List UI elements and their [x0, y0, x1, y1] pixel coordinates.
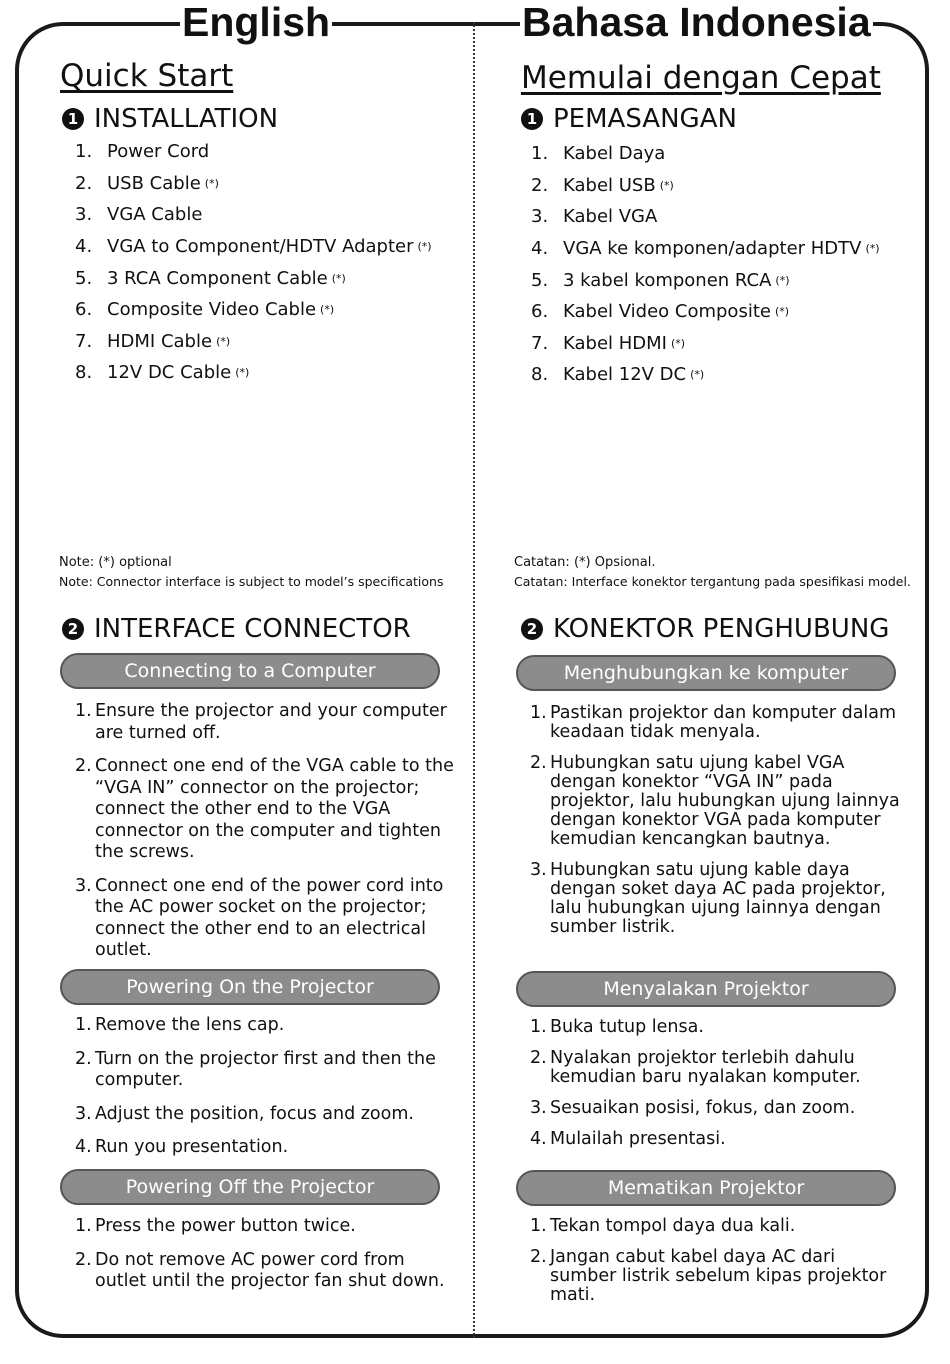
list-item: 6. Composite Video Cable (*)	[75, 299, 335, 321]
connecting-steps	[75, 701, 455, 974]
menyalakan-steps	[530, 1018, 905, 1161]
interface-heading	[62, 614, 411, 644]
english-language-label: English	[180, 0, 332, 48]
list-item: 8. Kabel 12V DC (*)	[531, 364, 705, 386]
section-header-connecting: Connecting to a Computer	[60, 653, 440, 689]
section-header-powering-on: Powering On the Projector	[60, 969, 440, 1005]
list-item: 3. Connect one end of the power cord into the AC power socket on the projector; connect the other end to an electrical outlet.	[75, 875, 444, 960]
list-item: 1. Pastikan projektor dan komputer dalam keadaan tidak menyala.	[530, 703, 897, 742]
konektor-heading	[521, 614, 889, 644]
catatan-connector: Catatan: Interface konektor tergantung pada spesifikasi model.	[514, 574, 911, 589]
list-item: 2. USB Cable (*)	[75, 172, 219, 194]
list-item: 4. Run you presentation.	[75, 1137, 289, 1157]
memulai-title: Memulai dengan Cepat	[521, 60, 881, 96]
indonesian-language-label: Bahasa Indonesia	[520, 0, 873, 48]
catatan-optional: Catatan: (*) Opsional.	[514, 555, 656, 570]
list-item: 1. Buka tutup lensa.	[530, 1017, 704, 1037]
section-header-menghubungkan: Menghubungkan ke komputer	[516, 655, 896, 691]
interface-heading-text: INTERFACE CONNECTOR	[94, 614, 411, 644]
list-item: 2. Connect one end of the VGA cable to the “VGA IN” connector on the projector; connect the other end to the VGA connector on the computer and tighten the screws.	[75, 756, 454, 862]
list-item: 4. VGA ke komponen/adapter HDTV (*)	[531, 238, 880, 260]
list-item: 5. 3 kabel komponen RCA (*)	[531, 269, 790, 291]
list-item: 3. Sesuaikan posisi, fokus, dan zoom.	[530, 1098, 856, 1118]
list-item: 7. Kabel HDMI (*)	[531, 332, 686, 354]
list-item: 2. Jangan cabut kabel daya AC dari sumber listrik sebelum kipas projektor mati.	[530, 1247, 887, 1305]
step-2-badge-id: 2	[521, 618, 543, 640]
powering-on-steps	[75, 1015, 455, 1171]
list-item: 2. Turn on the projector first and then the computer.	[75, 1048, 436, 1090]
list-item: 1. Tekan tompol daya dua kali.	[530, 1216, 796, 1236]
list-item: 1. Remove the lens cap.	[75, 1015, 285, 1035]
list-item: 1. Kabel Daya	[531, 143, 666, 165]
step-1-badge: 1	[62, 108, 84, 130]
quick-start-title: Quick Start	[60, 58, 234, 94]
list-item: 1. Press the power button twice.	[75, 1216, 356, 1236]
list-item: 6. Kabel Video Composite (*)	[531, 301, 790, 323]
menghubungkan-steps	[530, 704, 905, 949]
parts-list	[75, 136, 432, 389]
list-item: 1. Ensure the projector and your computer are turned off.	[75, 701, 447, 743]
installation-heading-text: INSTALLATION	[94, 104, 279, 134]
step-2-badge: 2	[62, 618, 84, 640]
pemasangan-heading	[521, 104, 737, 134]
list-item: 3. Hubungkan satu ujung kable daya dengan soket daya AC pada projektor, lalu hubungkan ujung lainnya dengan sumber listrik.	[530, 860, 886, 937]
list-item: 5. 3 RCA Component Cable (*)	[75, 267, 346, 289]
column-divider	[473, 22, 475, 1338]
list-item: 3. Kabel VGA	[531, 206, 658, 228]
section-header-menyalakan: Menyalakan Projektor	[516, 971, 896, 1007]
note-connector: Note: Connector interface is subject to model’s specifications	[59, 574, 444, 589]
list-item: 3. Adjust the position, focus and zoom.	[75, 1103, 414, 1124]
list-item: 2. Do not remove AC power cord from outlet until the projector fan shut down.	[75, 1249, 445, 1291]
section-header-mematikan: Mematikan Projektor	[516, 1170, 896, 1206]
step-1-badge-id: 1	[521, 108, 543, 130]
mematikan-steps	[530, 1217, 905, 1317]
list-item: 4. Mulailah presentasi.	[530, 1129, 726, 1149]
section-header-powering-off: Powering Off the Projector	[60, 1169, 440, 1205]
note-optional: Note: (*) optional	[59, 555, 172, 570]
installation-heading	[62, 104, 278, 134]
list-item: 3. VGA Cable	[75, 204, 203, 226]
list-item: 8. 12V DC Cable (*)	[75, 362, 250, 384]
powering-off-steps	[75, 1216, 455, 1305]
list-item: 4. VGA to Component/HDTV Adapter (*)	[75, 236, 432, 258]
pemasangan-heading-text: PEMASANGAN	[553, 104, 737, 134]
list-item: 2. Hubungkan satu ujung kabel VGA dengan konektor “VGA IN” pada projektor, lalu hubungkan ujung lainnya dengan konektor VGA pada komputer kemudian kencangkan bautnya.	[530, 753, 900, 849]
parts-list-id	[531, 138, 880, 391]
list-item: 1. Power Cord	[75, 141, 210, 163]
list-item: 2. Kabel USB (*)	[531, 174, 674, 196]
list-item: 2. Nyalakan projektor terlebih dahulu kemudian baru nyalakan komputer.	[530, 1048, 861, 1087]
konektor-heading-text: KONEKTOR PENGHUBUNG	[553, 614, 890, 644]
list-item: 7. HDMI Cable (*)	[75, 330, 231, 352]
